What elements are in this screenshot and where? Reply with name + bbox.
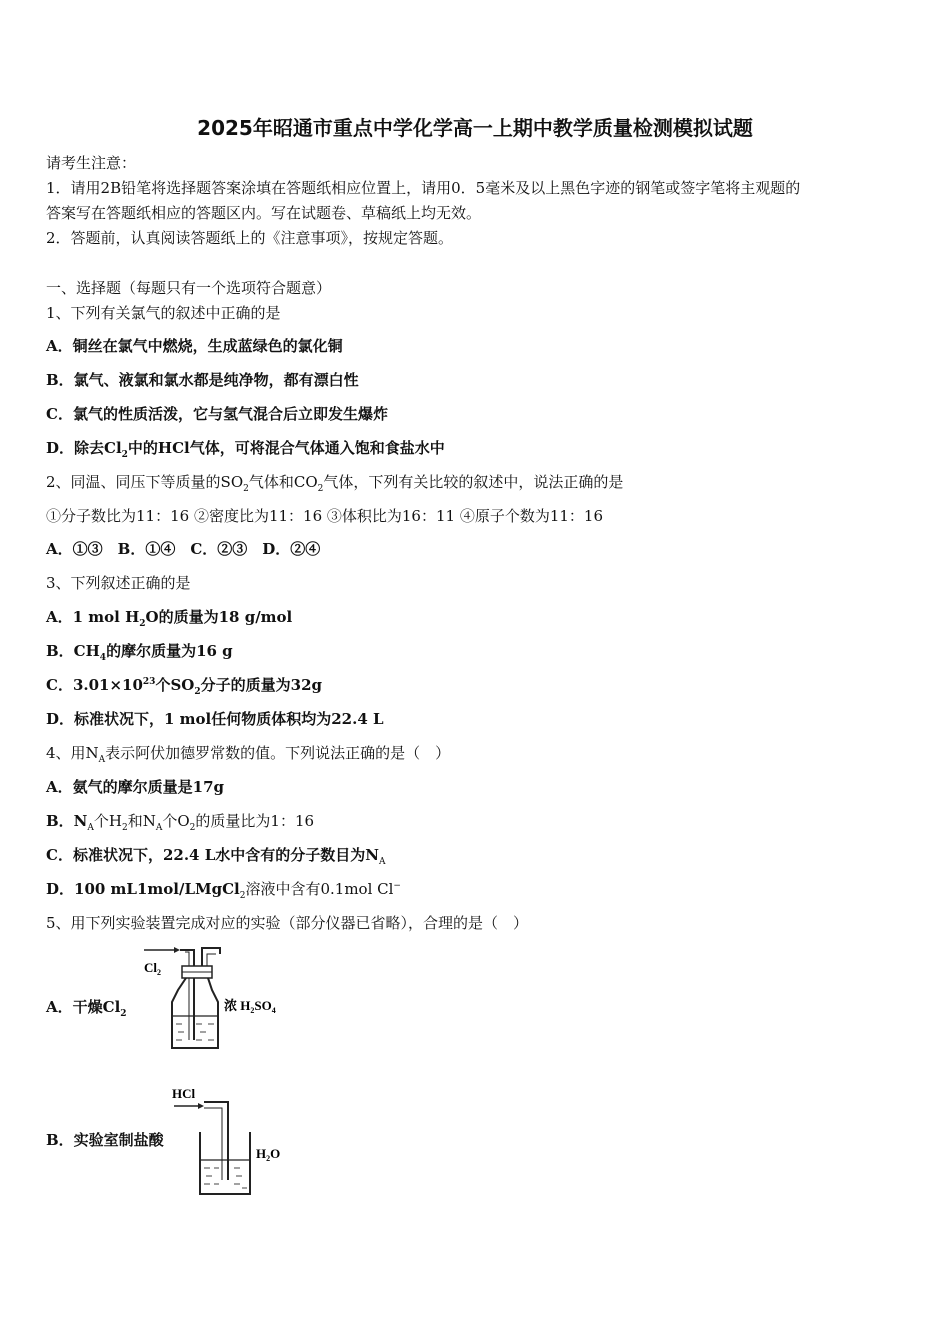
page-title: 2025年昭通市重点中学化学高一上期中教学质量检测模拟试题 bbox=[197, 116, 753, 140]
notice-line-1: 1．请用2B铅笔将选择题答案涂填在答题纸相应位置上，请用0．5毫米及以上黑色字迹的钢笔或签字笔将主观题的 bbox=[46, 179, 801, 197]
q1-option-c: C．氯气的性质活泼，它与氢气混合后立即发生爆炸 bbox=[46, 405, 388, 423]
q4-option-b: B．$N_A$个$H_2$和$N_A$个$O_2$的质量比为1：16 bbox=[46, 812, 315, 833]
q3-option-b: B．$CH_4$的摩尔质量为16 g bbox=[46, 642, 233, 663]
q3-option-c: C．$3.01\times 10^{23}$个$SO_2$分子的质量为32g bbox=[46, 676, 322, 697]
q2-options: A．①③ B．①④ C．②③ D．②④ bbox=[46, 540, 321, 558]
fig-b-gas-label: HCl bbox=[172, 1086, 196, 1101]
q4-stem: 4、用$N_A$表示阿伏加德罗常数的值。下列说法正确的是（ ） bbox=[46, 744, 451, 765]
drying-bottle-figure bbox=[138, 940, 298, 1055]
fig-a-reagent-label: 浓 $H_2SO_4$ bbox=[224, 998, 276, 1015]
q3-option-d: D．标准状况下，1 mol任何物质体积均为22.4 L bbox=[46, 710, 384, 728]
notice-line-3: 2．答题前，认真阅读答题纸上的《注意事项》，按规定答题。 bbox=[46, 229, 454, 247]
q5-option-b: B．实验室制盐酸 bbox=[46, 1131, 164, 1149]
q4-option-a: A．氨气的摩尔质量是17g bbox=[46, 778, 225, 796]
q1-option-a: A．铜丝在氯气中燃烧，生成蓝绿色的氯化铜 bbox=[46, 337, 343, 355]
q4-option-c: C．标准状况下，22.4 L水中含有的分子数目为$N_A$ bbox=[46, 846, 386, 867]
q5-option-a: A．干燥$Cl_2$ bbox=[46, 998, 127, 1019]
q1-option-d: D．除去$Cl_2$中的HCl气体，可将混合气体通入饱和食盐水中 bbox=[46, 439, 445, 460]
fig-b-liquid-label: $H_2O$ bbox=[256, 1146, 281, 1163]
fig-a-gas-label: $Cl_2$ bbox=[144, 960, 161, 977]
q2-stem: 2、同温、同压下等质量的$SO_2$气体和$CO_2$气体，下列有关比较的叙述中，说法正确的是 bbox=[46, 473, 624, 494]
section-heading: 一、选择题（每题只有一个选项符合题意） bbox=[46, 279, 332, 297]
q4-option-d: D．100 mL1mol/LMgCl$_2$溶液中含有0.1mol Cl− bbox=[46, 880, 401, 901]
hcl-absorption-figure bbox=[170, 1080, 300, 1200]
q3-option-a: A．1 mol $H_2O$的质量为18 g/mol bbox=[46, 608, 293, 629]
q5-stem: 5、用下列实验装置完成对应的实验（部分仪器已省略），合理的是（ ） bbox=[46, 914, 529, 932]
q3-stem: 3、下列叙述正确的是 bbox=[46, 574, 191, 592]
notice-heading: 请考生注意： bbox=[46, 154, 137, 172]
notice-line-2: 答案写在答题纸相应的答题区内。写在试题卷、草稿纸上均无效。 bbox=[46, 204, 482, 222]
q1-stem: 1、下列有关氯气的叙述中正确的是 bbox=[46, 304, 281, 322]
q2-items: ①分子数比为11：16 ②密度比为11：16 ③体积比为16：11 ④原子个数为11：16 bbox=[46, 507, 604, 525]
q1-option-b: B．氯气、液氯和氯水都是纯净物，都有漂白性 bbox=[46, 371, 359, 389]
